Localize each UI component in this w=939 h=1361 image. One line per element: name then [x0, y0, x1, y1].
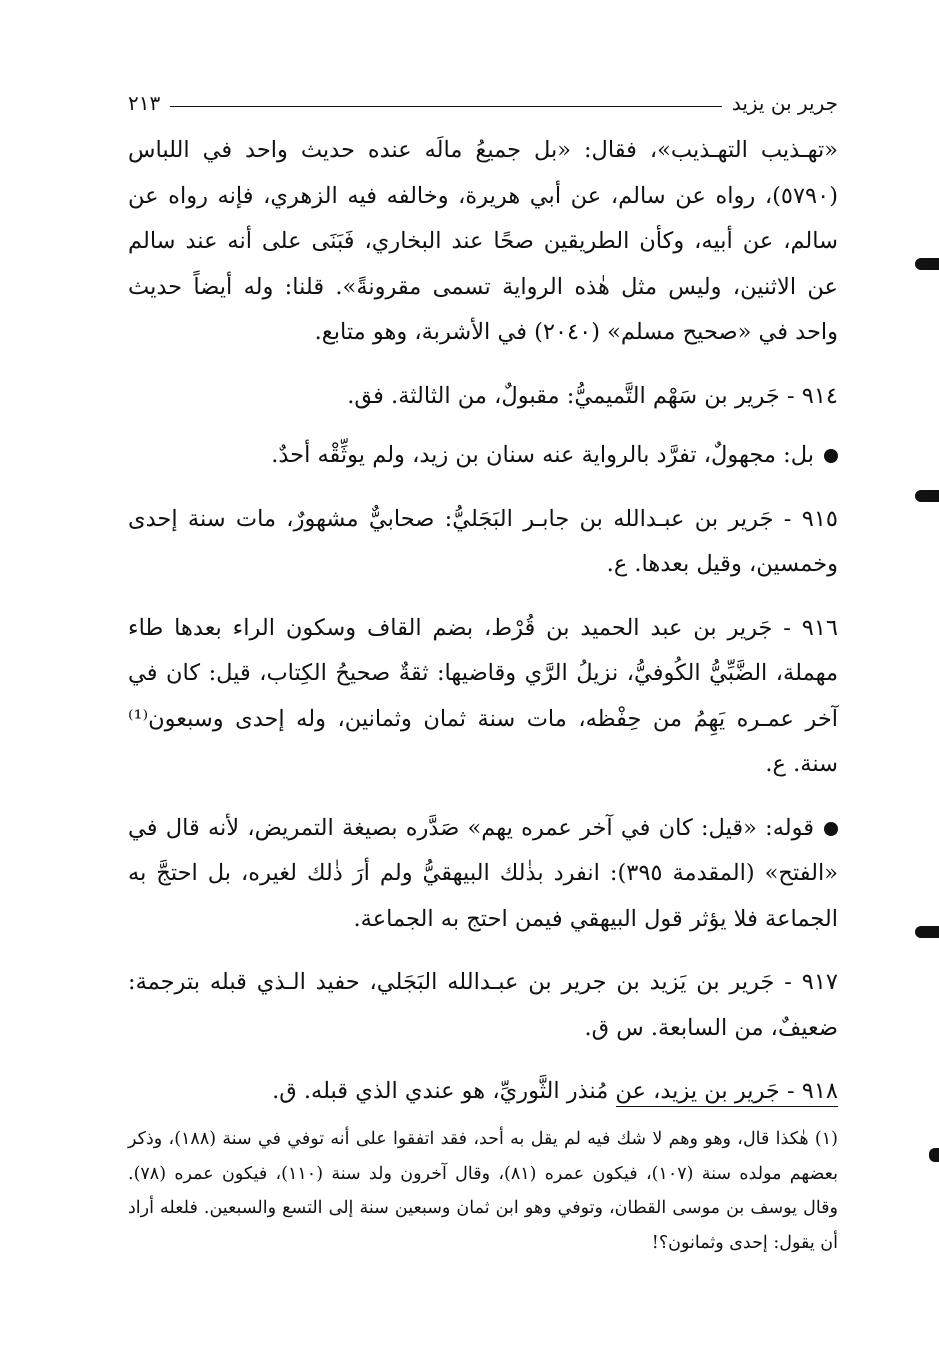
entry-918: ٩١٨ - جَرير بن يزيد، عن مُنذر الثَّوريِّ، هو عندي الذي قبله. ق.: [272, 1078, 838, 1104]
thumb-index-mark: [915, 490, 939, 502]
header-rule: [170, 106, 722, 107]
thumb-index-mark: [929, 1148, 939, 1162]
entry-914: ٩١٤ - جَرير بن سَهْم التَّميميُّ: مقبولٌ، من الثالثة. فق.: [347, 382, 838, 409]
footnotes: [128, 1122, 838, 1260]
entry-916: ٩١٦ - جَرير بن عبد الحميد بن قُرْط، بضم القاف وسكون الراء بعدها طاء مهملة، الضَّبِّيُّ الكُوفيُّ، نزيلُ الرَّي وقاضيها: ثقةٌ صحيحُ الكِتاب، قيل: كان في آخر عمـره يَهِمُ من حِفْظه، مات سنة ثمان وثمانين، وله إحدى وسبعون⁽¹⁾ سنة. ع.: [128, 614, 838, 777]
bullet-icon: [824, 822, 838, 836]
comment-916: [128, 806, 838, 943]
paragraph-continuation: «تهـذيب التهـذيب»، فقال: «بل جميعُ مالَه عنده حديث واحد في اللباس (٥٧٩٠)، رواه عن سالم، عن أبي هريرة، وخالفه فيه الزهري، فإنه رواه عن سالم، عن أبيه، وكأن الطريقين صحًا عند البخاري، فَبَنَى على أنه عند سالم عن الاثنين، وليس مثل هٰذه الرواية تسمى مقرونةً». قلنا: وله أيضاً حديث واحد في «صحيح مسلم» (٢٠٤٠) في الأشربة، وهو متابع.: [128, 137, 838, 345]
thumb-index-mark: [915, 258, 939, 270]
page-number: ٢١٣: [128, 91, 161, 115]
footnote-1: (١) هٰكذا قال، وهو وهم لا شك فيه لم يقل به أحد، فقد اتفقوا على أنه توفي في سنة (١٨٨)، وذكر بعضهم مولده سنة (١٠٧)، فيكون عمره (٨١)، وقال آخرون ولد سنة (١١٠)، فيكون عمره (٧٨). وقال يوسف بن موسى القطان، وتوفي وهو ابن ثمان وسبعين سنة إلى التسع والسبعين. فلعله أراد أن يقول: إحدى وثمانون؟!: [128, 1129, 838, 1253]
comment-914: [128, 433, 838, 479]
page-header: [128, 88, 838, 118]
bullet-icon: [824, 449, 838, 463]
running-title: جرير بن يزيد: [731, 91, 838, 115]
entry-917: ٩١٧ - جَرير بن يَزيد بن جرير بن عبـدالله البَجَلي، حفيد الـذي قبله بترجمة: ضعيفٌ، من السابعة. س ق.: [128, 969, 838, 1041]
thumb-index-mark: [915, 926, 939, 938]
footnote-rule: [616, 1106, 838, 1107]
main-text: [128, 128, 838, 1115]
comment-916-text: قوله: «قيل: كان في آخر عمره يهم» صَدَّره بصيغة التمريض، لأنه قال في «الفتح» (المقدمة ٣٩٥): انفرد بذٰلك البيهقيُّ ولم أرَ ذٰلك لغيره، بل احتجَّ به الجماعة فلا يؤثر قول البيهقي فيمن احتج به الجماعة.: [128, 814, 838, 932]
comment-914-text: بل: مجهولٌ، تفرَّد بالرواية عنه سنان بن زيد، ولم يوثِّقْه أحدٌ.: [271, 442, 814, 468]
entry-915: ٩١٥ - جَرير بن عبـدالله بن جابـر البَجَليُّ: صحابيٌّ مشهورٌ، مات سنة إحدى وخمسين، وقيل بعدها. ع.: [128, 505, 838, 577]
